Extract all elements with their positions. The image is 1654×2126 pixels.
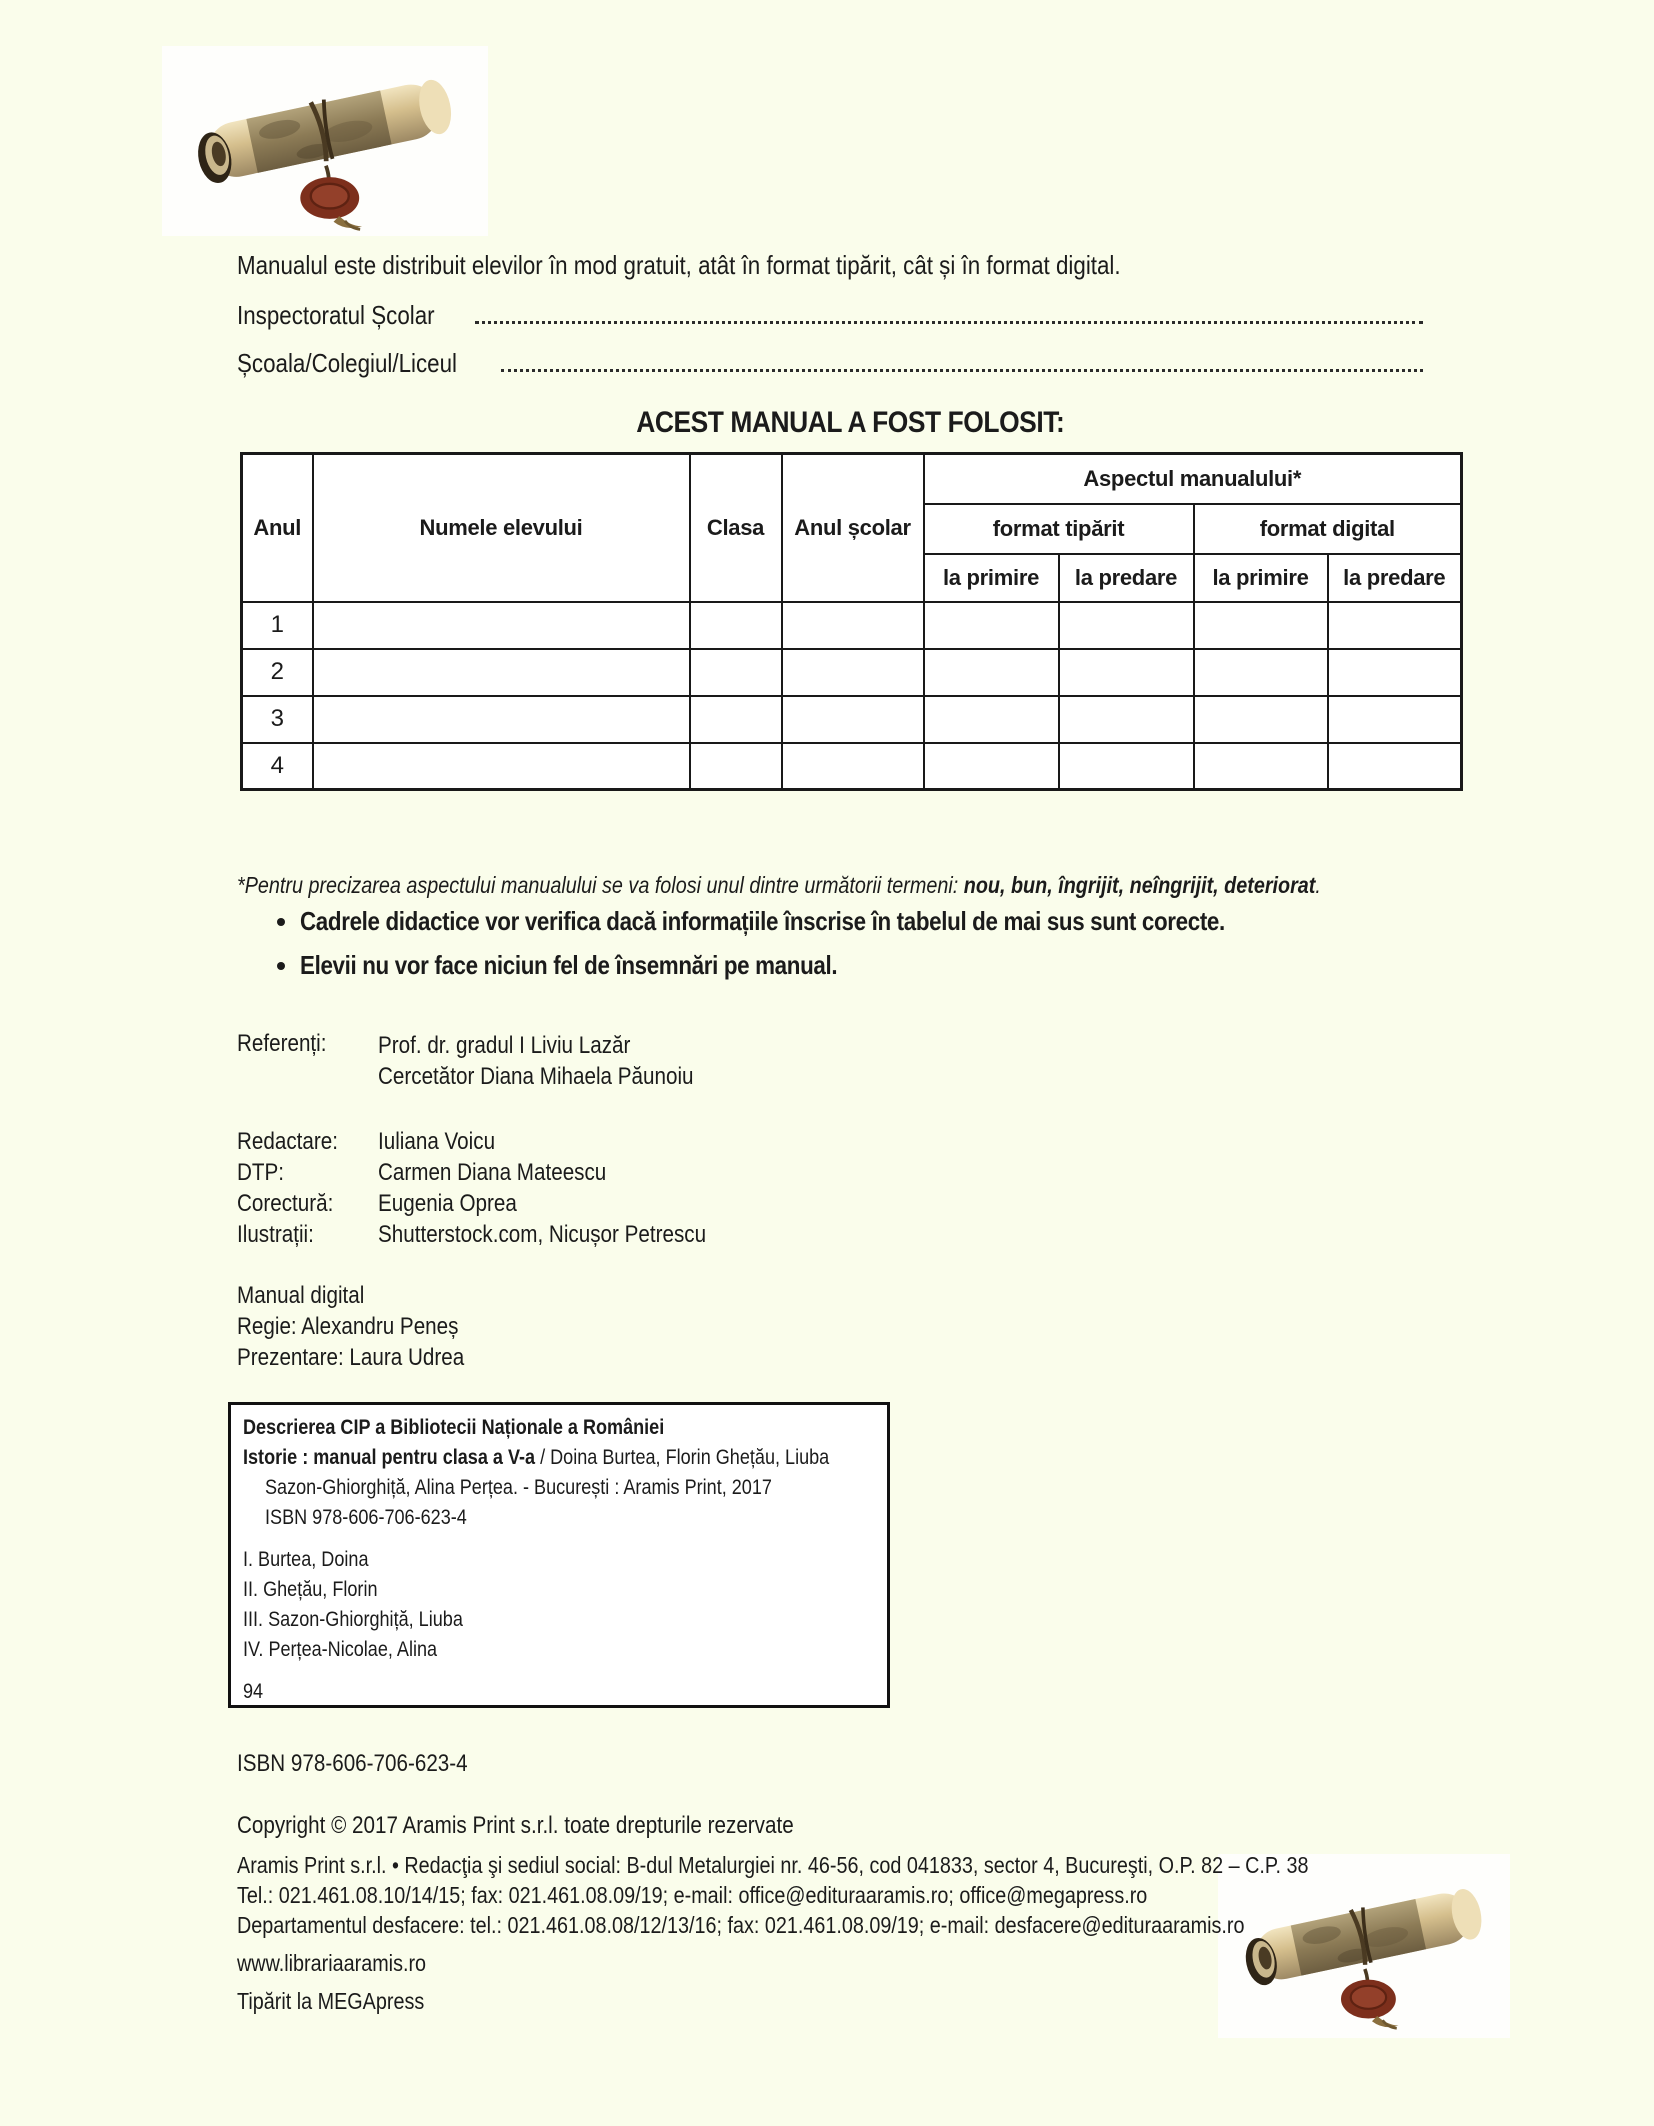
empty-cell — [690, 649, 782, 696]
credit-row-redactare — [237, 1128, 514, 1156]
col-header-numele-elevului: Numele elevului — [313, 454, 690, 602]
publisher-contact: Tel.: 021.461.08.10/14/15; fax: 021.461.08.09/19; e-mail: office@edituraaramis.ro; office@megapress.ro — [237, 1882, 1148, 1908]
printer-line: Tipărit la MEGApress — [237, 1988, 425, 2014]
referent-name: Cercetător Diana Mihaela Păunoiu — [378, 1063, 694, 1090]
cip-continuation: Sazon-Ghiorghiță, Alina Perțea. - București : Aramis Print, 2017 — [265, 1476, 772, 1499]
table-row — [242, 743, 1462, 790]
cip-index-entry: II. Ghețău, Florin — [243, 1578, 378, 1601]
empty-cell — [1194, 602, 1328, 649]
digital-line: Regie: Alexandru Peneș — [237, 1313, 459, 1340]
footnote-prefix: *Pentru precizarea aspectului manualului se va folosi unul dintre următorii termeni: — [237, 872, 964, 898]
scroll-photo-top — [162, 46, 488, 236]
empty-cell — [313, 743, 690, 790]
empty-cell — [1059, 743, 1194, 790]
note-item: • Elevii nu vor face niciun fel de însemnări pe manual. — [300, 950, 1375, 981]
credit-row-dtp — [237, 1159, 643, 1187]
credit-label: Redactare: — [237, 1128, 338, 1155]
empty-cell — [782, 649, 924, 696]
referenti-row — [237, 1030, 745, 1092]
cip-title-line: Istorie : manual pentru clasa a V-a / Doina Burtea, Florin Ghețău, Liuba — [243, 1446, 830, 1469]
credit-value: Carmen Diana Mateescu — [378, 1159, 607, 1186]
table-row — [242, 602, 1462, 649]
table-row — [242, 649, 1462, 696]
scroll-icon — [162, 46, 488, 236]
empty-cell — [1059, 649, 1194, 696]
field-inspectorat — [237, 300, 1423, 331]
copyright-line: Copyright © 2017 Aramis Print s.r.l. toate drepturile rezervate — [237, 1812, 794, 1839]
field-inspectorat-label: Inspectoratul Școlar — [237, 300, 435, 330]
empty-cell — [313, 602, 690, 649]
empty-cell — [924, 649, 1059, 696]
note-item: • Cadrele didactice vor verifica dacă informațiile înscrise în tabelul de mai sus sunt corecte. — [300, 906, 1375, 937]
digital-manual-block — [237, 1280, 501, 1373]
website-line: www.librariaaramis.ro — [237, 1950, 427, 1976]
cip-index-entry: IV. Perțea-Nicolae, Alina — [243, 1638, 438, 1661]
cip-index-entry: I. Burtea, Doina — [243, 1548, 369, 1571]
empty-cell — [1194, 696, 1328, 743]
empty-cell — [782, 743, 924, 790]
usage-table — [240, 452, 1463, 791]
credit-value: Shutterstock.com, Nicușor Petrescu — [378, 1221, 707, 1248]
field-scoala — [237, 348, 1423, 379]
col-header-anul-scolar: Anul școlar — [782, 454, 924, 602]
footnote-terms: nou, bun, îngrijit, neîngrijit, deteriorat — [963, 872, 1316, 898]
aspect-footnote — [237, 872, 1497, 899]
credit-row-corectura — [237, 1190, 539, 1218]
dotted-fill-line — [501, 368, 1423, 372]
publisher-address: Aramis Print s.r.l. • Redacţia şi sediul social: B-dul Metalurgiei nr. 46-56, cod 041833, sector 4, Bucureşti, O.P. 82 – C.P. 38 — [237, 1852, 1309, 1878]
row-number: 2 — [242, 649, 313, 696]
empty-cell — [1059, 602, 1194, 649]
table-row — [242, 696, 1462, 743]
cip-classification-code: 94 — [243, 1680, 264, 1703]
sales-contact: Departamentul desfacere: tel.: 021.461.08.08/12/13/16; fax: 021.461.08.09/19; e-mail: desfacere@edituraaramis.ro — [237, 1912, 1245, 1938]
empty-cell — [782, 696, 924, 743]
intro-paragraph — [237, 250, 1264, 281]
col-header-format-digital: format digital — [1194, 504, 1462, 554]
empty-cell — [924, 696, 1059, 743]
credit-label: DTP: — [237, 1159, 285, 1186]
credit-value: Eugenia Oprea — [378, 1190, 517, 1217]
col-header-anul: Anul — [242, 454, 313, 602]
isbn-line: ISBN 978-606-706-623-4 — [237, 1750, 468, 1777]
empty-cell — [313, 649, 690, 696]
referenti-label: Referenți: — [237, 1030, 327, 1057]
notes-list — [276, 906, 1375, 994]
cip-isbn: ISBN 978-606-706-623-4 — [265, 1506, 467, 1529]
empty-cell — [313, 696, 690, 743]
col-header-clasa: Clasa — [690, 454, 782, 602]
publisher-contact-block — [237, 1850, 1483, 1940]
empty-cell — [1059, 696, 1194, 743]
cip-index-entry: III. Sazon-Ghiorghiță, Liuba — [243, 1608, 463, 1631]
intro-text: Manualul este distribuit elevilor în mod gratuit, atât în format tipărit, cât și în format digital. — [237, 250, 1121, 280]
field-scoala-label: Școala/Colegiul/Liceul — [237, 348, 458, 378]
digital-title: Manual digital — [237, 1282, 365, 1309]
row-number: 1 — [242, 602, 313, 649]
col-header-aspect: Aspectul manualului* — [924, 454, 1462, 504]
usage-table-title: ACEST MANUAL A FOST FOLOSIT: — [635, 406, 1065, 439]
empty-cell — [1194, 649, 1328, 696]
col-header-la-predare-tiparit: la predare — [1059, 554, 1194, 602]
empty-cell — [924, 602, 1059, 649]
empty-cell — [690, 743, 782, 790]
referenti-values — [378, 1030, 745, 1092]
cip-heading: Descrierea CIP a Bibliotecii Naționale a României — [243, 1416, 665, 1439]
spacer — [243, 1665, 875, 1677]
col-header-la-primire-tiparit: la primire — [924, 554, 1059, 602]
col-header-la-primire-digital: la primire — [1194, 554, 1328, 602]
footnote-suffix: . — [1315, 872, 1321, 898]
row-number: 3 — [242, 696, 313, 743]
empty-cell — [924, 743, 1059, 790]
empty-cell — [1328, 696, 1462, 743]
credit-label: Corectură: — [237, 1190, 334, 1217]
referent-name: Prof. dr. gradul I Liviu Lazăr — [378, 1032, 631, 1059]
credit-label: Ilustrații: — [237, 1221, 314, 1248]
credit-value: Iuliana Voicu — [378, 1128, 496, 1155]
empty-cell — [1328, 649, 1462, 696]
empty-cell — [690, 602, 782, 649]
spacer — [243, 1533, 875, 1545]
row-number: 4 — [242, 743, 313, 790]
empty-cell — [690, 696, 782, 743]
digital-line: Prezentare: Laura Udrea — [237, 1344, 465, 1371]
dotted-fill-line — [475, 320, 1423, 324]
empty-cell — [782, 602, 924, 649]
empty-cell — [1328, 602, 1462, 649]
empty-cell — [1194, 743, 1328, 790]
col-header-la-predare-digital: la predare — [1328, 554, 1462, 602]
credit-row-ilustratii — [237, 1221, 759, 1249]
cip-description-box — [228, 1402, 890, 1708]
col-header-format-tiparit: format tipărit — [924, 504, 1194, 554]
empty-cell — [1328, 743, 1462, 790]
